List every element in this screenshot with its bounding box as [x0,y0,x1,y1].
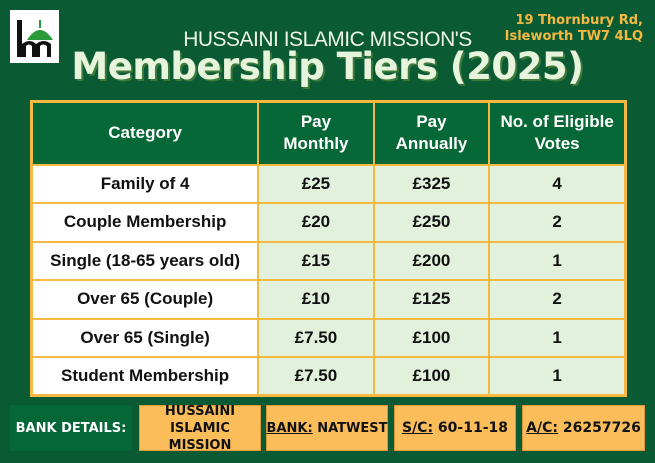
column-header-line: Votes [534,134,580,154]
table-cell: 1 [489,242,625,281]
table-cell: Family of 4 [32,165,259,204]
column-header-line: Category [108,123,182,143]
table-cell: £7.50 [258,319,373,358]
bank-key: BANK: [266,420,313,436]
bank-value: NATWEST [312,420,388,436]
address-line: Isleworth TW7 4LQ [504,29,643,44]
sort-code-value: 60-11-18 [433,419,509,436]
account-number-key: A/C: [526,419,558,436]
bank-details-label: BANK DETAILS: [10,405,132,451]
address-line: 19 Thornbury Rd, [515,13,643,28]
column-header [258,102,373,165]
table-cell: Couple Membership [32,203,259,242]
table-cell: £10 [258,280,373,319]
account-name-line: HUSSAINI [164,403,236,419]
account-name [139,405,261,451]
column-header-line: No. of Eligible [500,112,614,132]
bank-name [266,405,388,451]
table-cell: Student Membership [32,357,259,396]
table-cell: 1 [489,319,625,358]
table-row [32,357,626,396]
table-row [32,242,626,281]
table-cell: 1 [489,357,625,396]
table-cell: £125 [374,280,490,319]
membership-table [30,100,627,397]
table-cell: Single (18-65 years old) [32,242,259,281]
table-cell: £100 [374,319,490,358]
table-row [32,203,626,242]
table-cell: Over 65 (Single) [32,319,259,358]
table-cell: £100 [374,357,490,396]
page-title: Membership Tiers (2025) [71,45,584,88]
table-cell: Over 65 (Couple) [32,280,259,319]
table-cell: 4 [489,165,625,204]
column-header-line: Pay [416,112,447,132]
table-cell: £200 [374,242,490,281]
column-header [32,102,259,165]
column-header [374,102,490,165]
table-row [32,165,626,204]
account-number-value: 26257726 [558,419,641,436]
column-header-line: Annually [395,134,468,154]
org-name: HUSSAINI ISLAMIC MISSION'S [183,28,472,51]
table-cell: £15 [258,242,373,281]
column-header-line: Monthly [283,134,349,154]
sort-code [394,405,516,451]
sort-code-key: S/C: [401,419,434,436]
table-cell: 2 [489,203,625,242]
account-name-line: ISLAMIC MISSION [168,420,232,453]
column-header-line: Pay [300,112,332,132]
account-number [522,405,645,451]
table-cell: £20 [258,203,373,242]
table-cell: 2 [489,280,625,319]
column-header [489,102,625,165]
table-row [32,319,626,358]
table-cell: £25 [258,165,373,204]
table-cell: £7.50 [258,357,373,396]
table-cell: £250 [374,203,490,242]
table-cell: £325 [374,165,490,204]
table-row [32,280,626,319]
